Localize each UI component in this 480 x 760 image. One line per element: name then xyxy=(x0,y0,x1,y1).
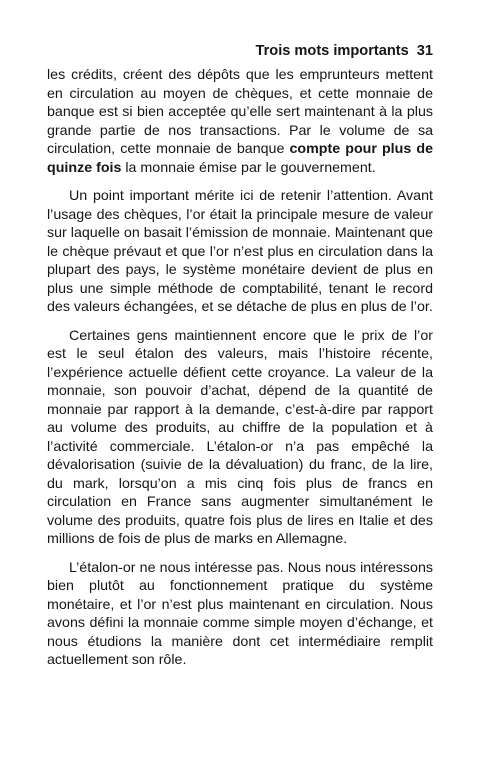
paragraph-2: Un point important mérite ici de retenir l’attention. Avant l’usage des chèques, l’or était la principale mesure de valeur sur laquelle on basait l’émission de monnaie. Maintenant que le chèque prévaut et que l’or n’est plus en circulation dans la plupart des pays, le système monétaire devient de plus en plus une simple méthode de comptabilité, tenant le record des valeurs échangées, et se détache de plus en plus de l’or. xyxy=(47,188,433,315)
paragraph-1-emphasis: compte pour plus de quinze fois xyxy=(47,141,433,176)
paragraph-4: L’étalon-or ne nous intéresse pas. Nous nous intéressons bien plutôt au fonctionnement pratique du système monétaire, et l’or n’est plus maintenant en circulation. Nous avons défini la monnaie comme simple moyen d’échange, et nous étudions la manière dont cet intermédiaire remplit actuellement son rôle. xyxy=(47,559,433,668)
book-page xyxy=(47,0,433,680)
running-header xyxy=(47,42,433,66)
paragraph-1-text-before: les crédits, créent des dépôts que les emprunteurs mettent en circulation au moyen de chèques, et cette monnaie de banque est si bien acceptée qu’elle sert maintenant à la plus grande partie de nos transactions. Par le volume de sa circulation, cette monnaie de banque xyxy=(47,67,433,157)
paragraph-1 xyxy=(47,66,433,177)
chapter-title: Trois mots importants xyxy=(255,43,409,59)
paragraph-3: Certaines gens maintiennent encore que le prix de l’or est le seul étalon des valeurs, mais l’histoire récente, l’expérience actuelle défient cette croyance. La valeur de la monnaie, son pouvoir d’achat, dépend de la quantité de monnaie par rapport à la demande, c’est-à-dire par rapport au volume des produits, au chiffre de la population et à l’activité commerciale. L’étalon-or n’a pas empêché la dévalorisation (suivie de la dévaluation) du franc, de la lire, du mark, lorsqu’on a mis cinq fois plus de francs en circulation en France sans augmenter simultanément le volume des produits, quatre fois plus de lires en Italie et des millions de fois de plus de marks en Allemagne. xyxy=(47,327,433,547)
page-number: 31 xyxy=(416,43,433,59)
paragraph-1-text-after: la monnaie émise par le gouvernement. xyxy=(121,159,376,176)
body-text xyxy=(47,66,433,670)
